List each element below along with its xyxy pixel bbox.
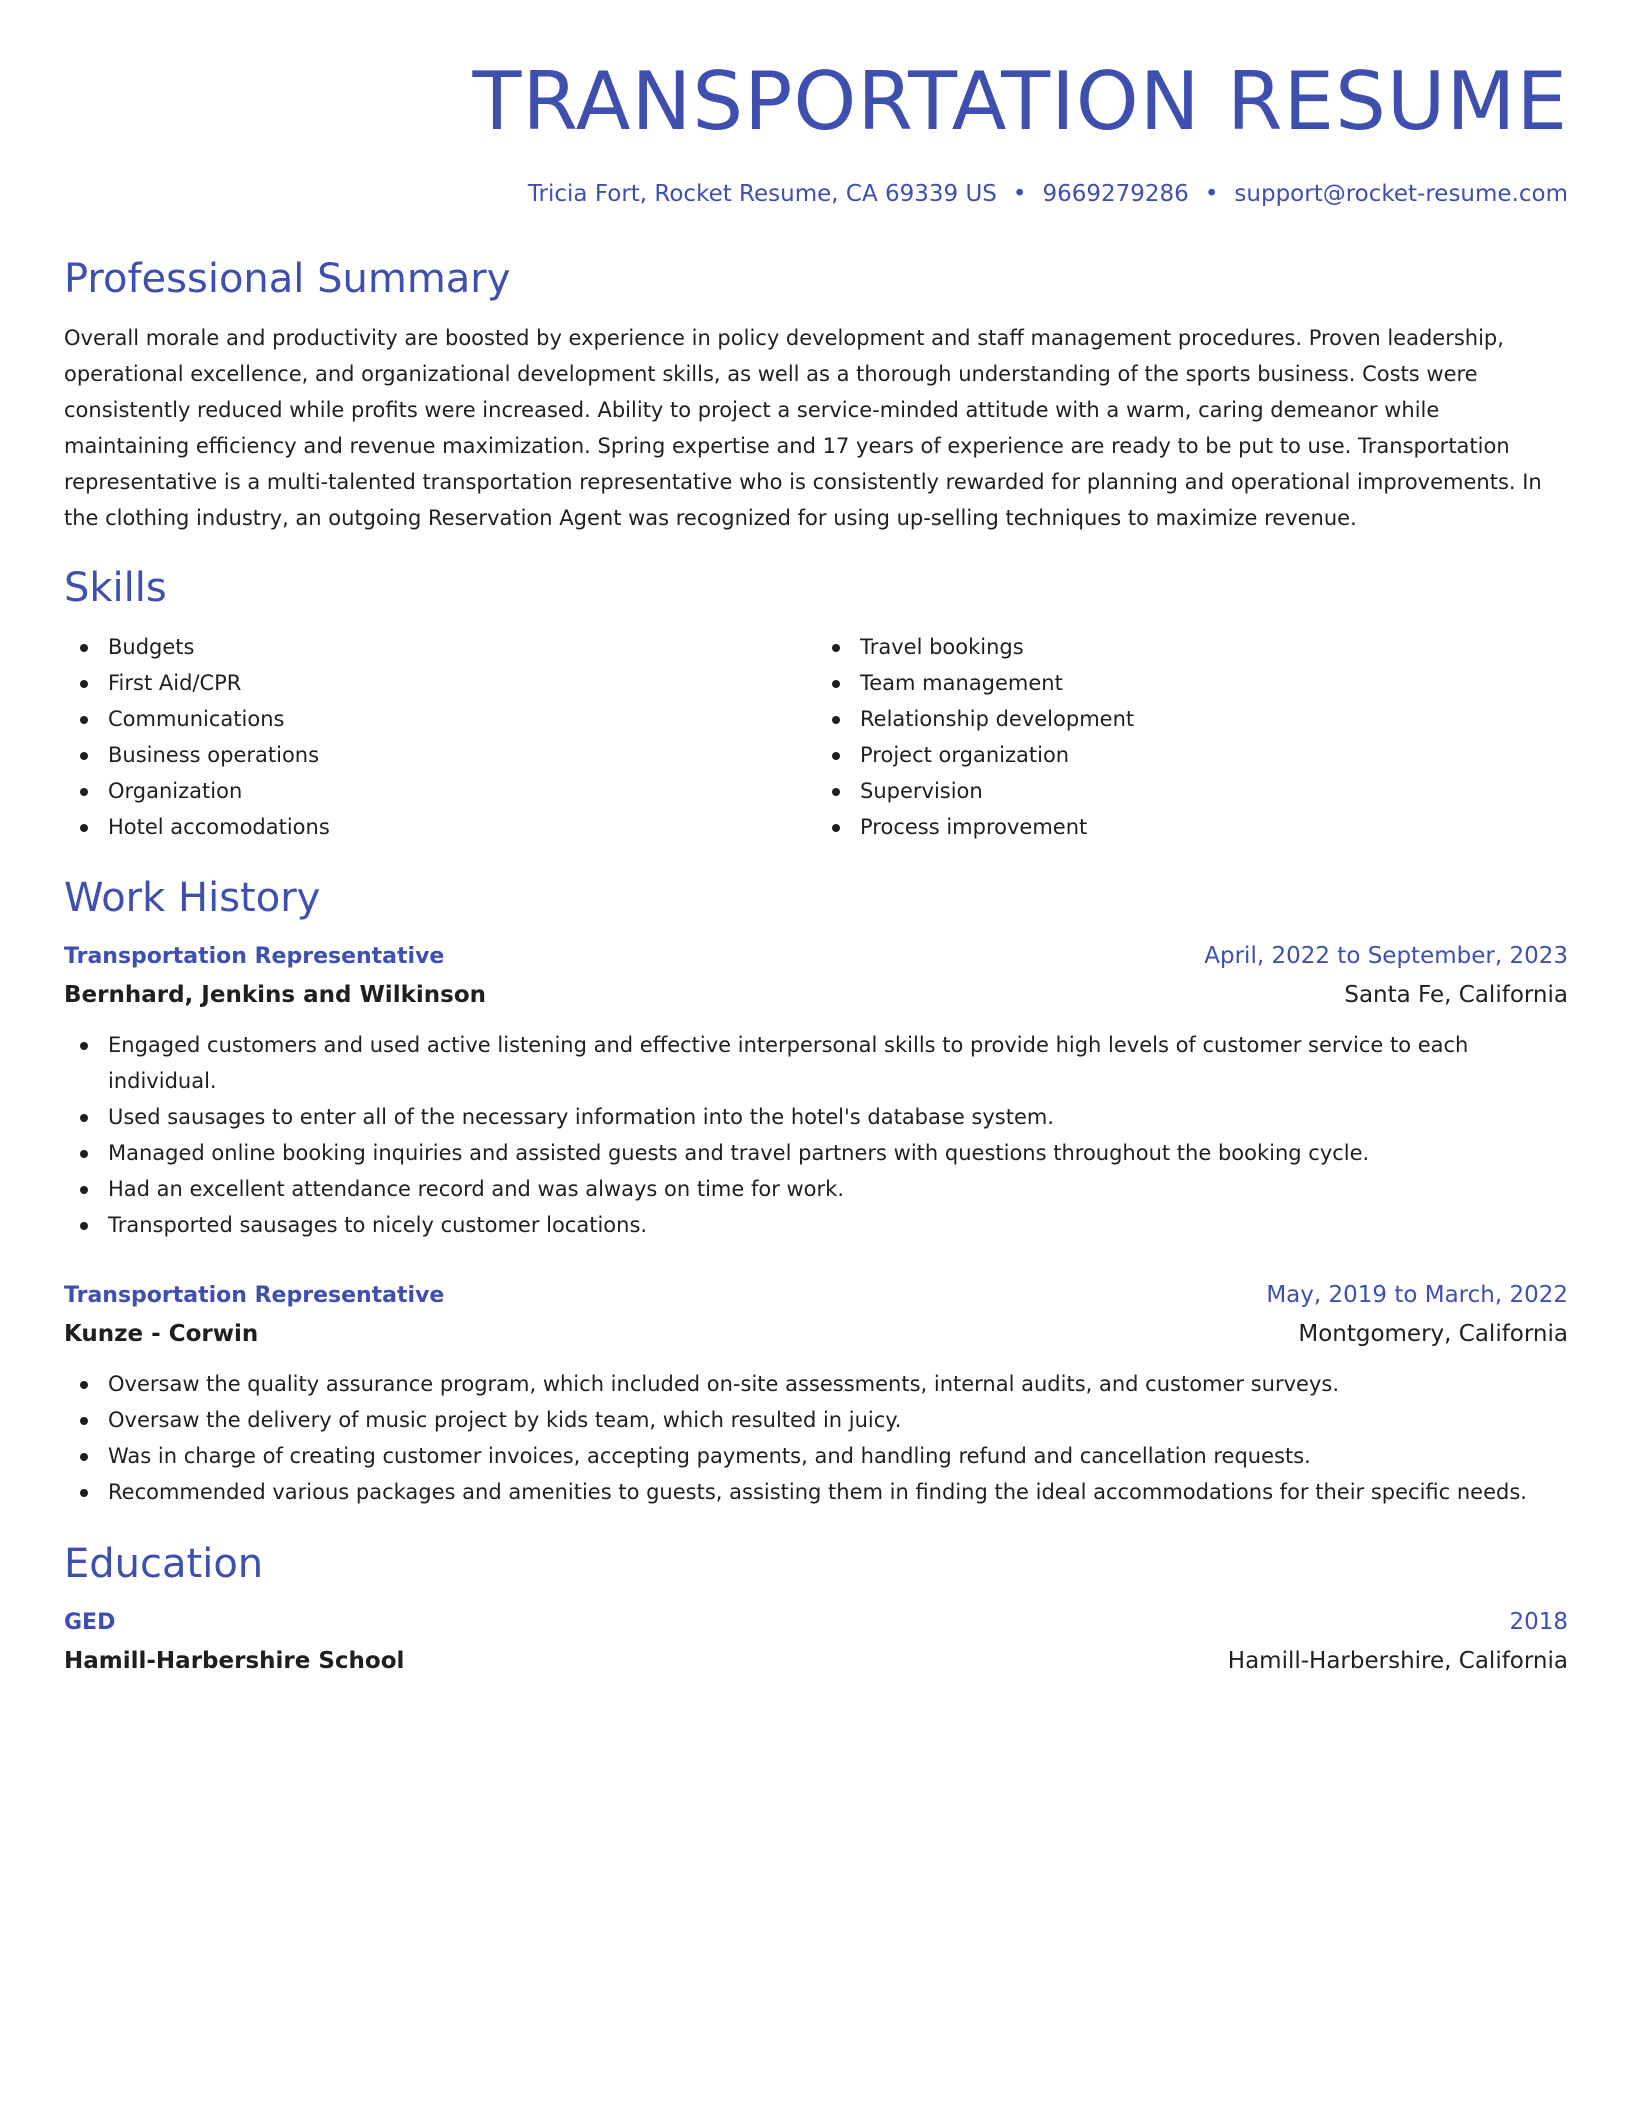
contact-separator: • bbox=[1204, 181, 1219, 207]
summary-text: Overall morale and productivity are boosted by experience in policy development and staff management procedures. Proven leadership, operational excellence, and organizational development skills, as well as a thorough understanding of the sports business. Costs were consistently reduced while profits were increased. Ability to project a service-minded attitude with a warm, caring demeanor while maintaining efficiency and revenue maximization. Spring expertise and 17 years of experience are ready to be put to use. Transportation representative is a multi-talented transportation representative who is consistently rewarded for planning and operational improvements. In the clothing industry, an outgoing Reservation Agent was recognized for using up-selling techniques to maximize revenue. bbox=[64, 326, 1542, 530]
job-duty: Oversaw the quality assurance program, which included on-site assessments, internal audits, and customer surveys. bbox=[108, 1366, 1568, 1402]
contact-email: support@rocket-resume.com bbox=[1234, 181, 1568, 207]
job-duty: Recommended various packages and amenities to guests, assisting them in finding the ideal accommodations for their specific needs. bbox=[108, 1474, 1568, 1510]
company-name: Bernhard, Jenkins and Wilkinson bbox=[64, 982, 486, 1008]
summary-heading: Professional Summary bbox=[64, 256, 511, 302]
job-location: Santa Fe, California bbox=[1344, 982, 1568, 1008]
degree: GED bbox=[64, 1610, 116, 1635]
skill-item: Project organization bbox=[860, 737, 1568, 773]
summary-section bbox=[64, 255, 1568, 536]
skill-item: Relationship development bbox=[860, 701, 1568, 737]
contact-line bbox=[64, 180, 1568, 208]
skill-item: Communications bbox=[108, 701, 816, 737]
job-company-row bbox=[64, 1314, 1568, 1354]
work-history-heading: Work History bbox=[64, 875, 321, 921]
job-duty: Transported sausages to nicely customer locations. bbox=[108, 1207, 1568, 1243]
skills-column-left bbox=[64, 629, 816, 845]
skill-item: Process improvement bbox=[860, 809, 1568, 845]
education-heading: Education bbox=[64, 1541, 264, 1587]
job-header-row bbox=[64, 938, 1568, 975]
job-dates: April, 2022 to September, 2023 bbox=[1204, 943, 1568, 969]
contact-separator: • bbox=[1012, 181, 1027, 207]
job-company-row bbox=[64, 975, 1568, 1015]
school-location: Hamill-Harbershire, California bbox=[1227, 1648, 1568, 1674]
job-duty: Was in charge of creating customer invoices, accepting payments, and handling refund and cancellation requests. bbox=[108, 1438, 1568, 1474]
skill-item: Budgets bbox=[108, 629, 816, 665]
skill-item: Travel bookings bbox=[860, 629, 1568, 665]
graduation-year: 2018 bbox=[1509, 1609, 1568, 1635]
education-entry bbox=[64, 1604, 1568, 1681]
skills-heading: Skills bbox=[64, 565, 167, 611]
skill-item: Supervision bbox=[860, 773, 1568, 809]
skill-item: Business operations bbox=[108, 737, 816, 773]
job-duty: Oversaw the delivery of music project by kids team, which resulted in juicy. bbox=[108, 1402, 1568, 1438]
job-duty: Had an excellent attendance record and was always on time for work. bbox=[108, 1171, 1568, 1207]
resume-header bbox=[64, 0, 1568, 208]
skills-column-right bbox=[816, 629, 1568, 845]
school-name: Hamill-Harbershire School bbox=[64, 1648, 405, 1674]
job-entry bbox=[64, 938, 1568, 1243]
skill-item: Hotel accomodations bbox=[108, 809, 816, 845]
resume-title: TRANSPORTATION RESUME bbox=[472, 55, 1568, 148]
job-duty: Managed online booking inquiries and assisted guests and travel partners with questions throughout the booking cycle. bbox=[108, 1135, 1568, 1171]
skill-item: First Aid/CPR bbox=[108, 665, 816, 701]
skill-item: Organization bbox=[108, 773, 816, 809]
skills-grid bbox=[64, 629, 1568, 845]
job-duty: Engaged customers and used active listening and effective interpersonal skills to provide high levels of customer service to each individual. bbox=[108, 1027, 1568, 1099]
company-name: Kunze - Corwin bbox=[64, 1321, 259, 1347]
job-title: Transportation Representative bbox=[64, 944, 445, 969]
job-entry bbox=[64, 1277, 1568, 1510]
job-duty: Used sausages to enter all of the necessary information into the hotel's database system. bbox=[108, 1099, 1568, 1135]
skill-item: Team management bbox=[860, 665, 1568, 701]
contact-phone: 9669279286 bbox=[1042, 181, 1189, 207]
work-history-section bbox=[64, 874, 1568, 1510]
education-section bbox=[64, 1540, 1568, 1681]
job-title: Transportation Representative bbox=[64, 1283, 445, 1308]
job-duties bbox=[64, 1366, 1568, 1510]
education-header-row bbox=[64, 1604, 1568, 1641]
education-school-row bbox=[64, 1641, 1568, 1681]
contact-address: Tricia Fort, Rocket Resume, CA 69339 US bbox=[527, 181, 997, 207]
job-dates: May, 2019 to March, 2022 bbox=[1266, 1282, 1568, 1308]
job-header-row bbox=[64, 1277, 1568, 1314]
job-location: Montgomery, California bbox=[1298, 1321, 1568, 1347]
job-duties bbox=[64, 1027, 1568, 1243]
skills-section bbox=[64, 564, 1568, 845]
